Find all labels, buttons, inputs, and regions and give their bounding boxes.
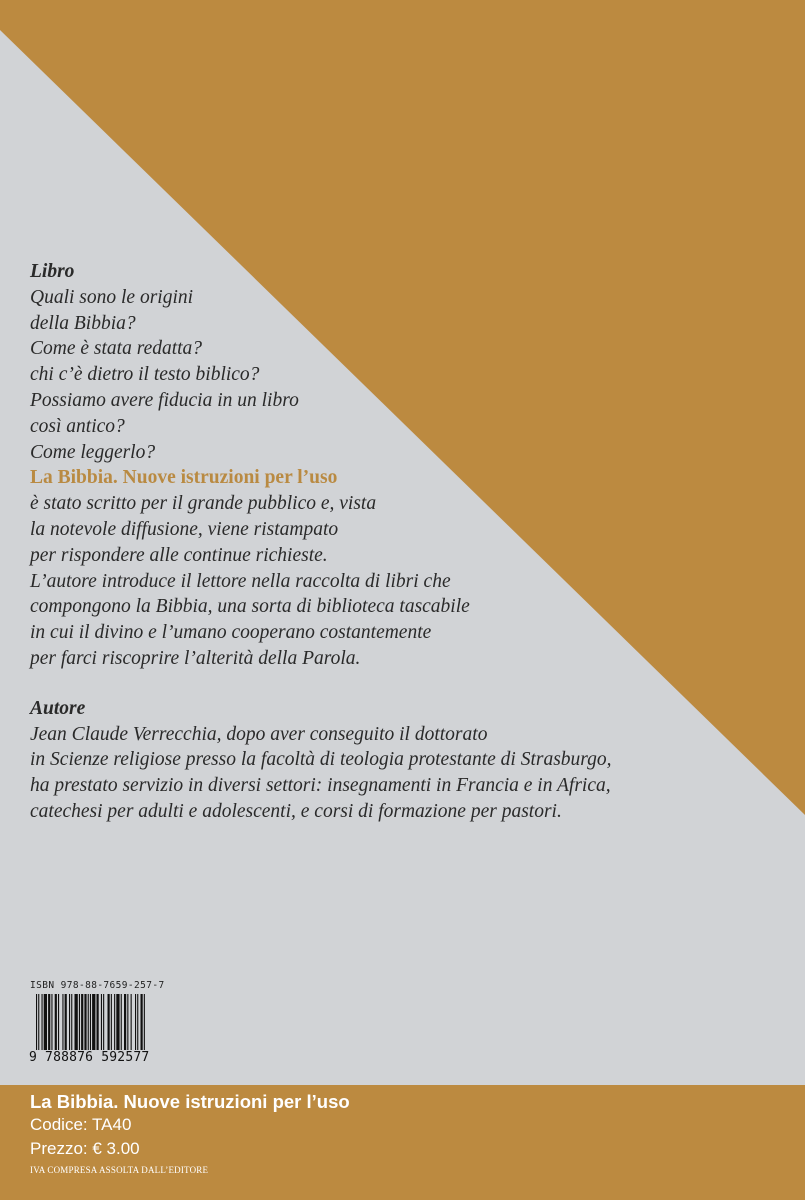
- author-bio-line: Jean Claude Verrecchia, dopo aver conseguito il dottorato: [30, 723, 488, 745]
- footer-title: La Bibbia. Nuove istruzioni per l’uso: [30, 1091, 350, 1112]
- footer-code: Codice: TA40: [30, 1115, 132, 1134]
- description-line: per rispondere alle continue richieste.: [30, 544, 328, 566]
- question-line: Quali sono le origini: [30, 286, 194, 308]
- question-line: Possiamo avere fiducia in un libro: [30, 389, 299, 411]
- isbn-label: ISBN 978-88-7659-257-7: [30, 980, 165, 991]
- autore-heading: Autore: [30, 697, 86, 719]
- barcode-digits: 9 788876 592577: [29, 1050, 150, 1065]
- section-gap: [30, 672, 750, 696]
- footer-band: [0, 1085, 805, 1200]
- description-line: compongono la Bibbia, una sorta di biblioteca tascabile: [30, 596, 470, 618]
- cover-text: [30, 259, 750, 825]
- question-line: Come è stata redatta?: [30, 338, 203, 360]
- question-line: Come leggerlo?: [30, 441, 156, 463]
- author-bio-line: catechesi per adulti e adolescenti, e corsi di formazione per pastori.: [30, 800, 562, 822]
- question-line: chi c’è dietro il testo biblico?: [30, 364, 260, 386]
- description-line: la notevole diffusione, viene ristampato: [30, 518, 339, 540]
- footer-vat-note: IVA COMPRESA ASSOLTA DALL’EDITORE: [30, 1165, 209, 1175]
- libro-heading: Libro: [30, 261, 75, 282]
- author-bio-line: ha prestato servizio in diversi settori: insegnamenti in Francia e in Africa,: [30, 775, 611, 797]
- description-line: in cui il divino e l’umano cooperano costantemente: [30, 622, 432, 644]
- question-line: così antico?: [30, 415, 125, 437]
- description-line: per farci riscoprire l’alterità della Parola.: [30, 647, 361, 669]
- footer-price: Prezzo: € 3.00: [30, 1139, 140, 1158]
- book-title-highlight: La Bibbia. Nuove istruzioni per l’uso: [30, 467, 338, 489]
- description-line: è stato scritto per il grande pubblico e, vista: [30, 493, 377, 515]
- author-bio-line: in Scienze religiose presso la facoltà di teologia protestante di Strasburgo,: [30, 749, 612, 771]
- question-line: della Bibbia?: [30, 312, 136, 334]
- description-line: L’autore introduce il lettore nella raccolta di libri che: [30, 570, 451, 592]
